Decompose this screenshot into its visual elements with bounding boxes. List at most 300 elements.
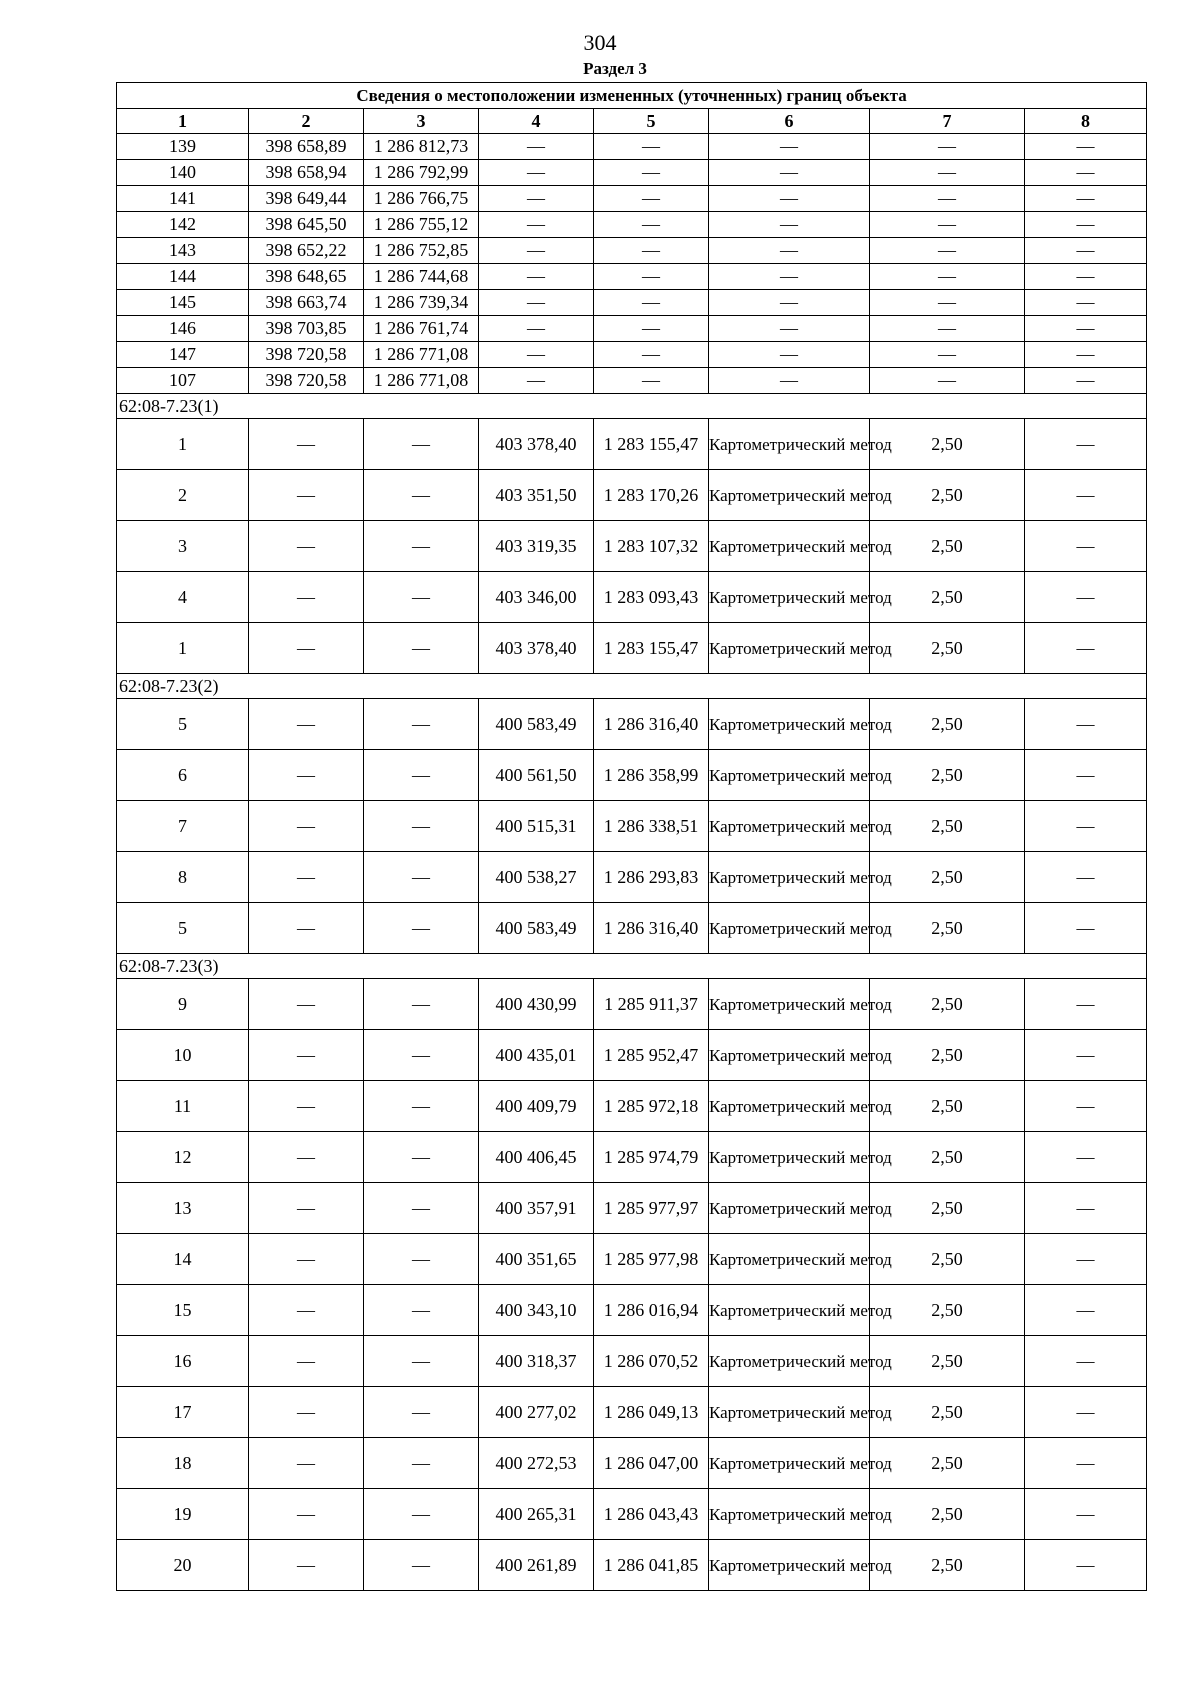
table-cell-col-2: —: [249, 1030, 364, 1081]
table-row: [117, 134, 1147, 160]
table-cell-col-5: —: [594, 134, 709, 160]
table-cell-col-4: 400 318,37: [479, 1336, 594, 1387]
table-cell-col-8: —: [1025, 1081, 1147, 1132]
table-cell-col-3: 1 286 739,34: [364, 290, 479, 316]
table-cell-col-5: 1 285 977,98: [594, 1234, 709, 1285]
table-cell-col-2: —: [249, 623, 364, 674]
table-row: [117, 623, 1147, 674]
table-cell-col-7: —: [870, 212, 1025, 238]
table-row: [117, 852, 1147, 903]
table-cell-col-1: 145: [117, 290, 249, 316]
table-cell-col-1: 19: [117, 1489, 249, 1540]
table-row: [117, 1183, 1147, 1234]
table-cell-col-5: —: [594, 238, 709, 264]
table-cell-col-7: 2,50: [870, 1285, 1025, 1336]
table-cell-col-4: 400 515,31: [479, 801, 594, 852]
table-cell-col-6: Картометрический метод: [709, 623, 870, 674]
table-cell-col-7: 2,50: [870, 979, 1025, 1030]
group-header-row: [117, 394, 1147, 419]
table-cell-col-6: Картометрический метод: [709, 699, 870, 750]
table-cell-col-1: 7: [117, 801, 249, 852]
table-cell-col-6: Картометрический метод: [709, 1489, 870, 1540]
table-cell-col-7: —: [870, 368, 1025, 394]
table-cell-col-3: —: [364, 1336, 479, 1387]
table-cell-col-4: 400 357,91: [479, 1183, 594, 1234]
table-cell-col-1: 142: [117, 212, 249, 238]
table-cell-col-5: —: [594, 290, 709, 316]
table-cell-col-6: —: [709, 316, 870, 342]
table-cell-col-6: Картометрический метод: [709, 521, 870, 572]
column-header-5: 5: [594, 109, 709, 134]
table-cell-col-6: Картометрический метод: [709, 1336, 870, 1387]
table-cell-col-5: 1 286 070,52: [594, 1336, 709, 1387]
table-cell-col-7: —: [870, 342, 1025, 368]
table-cell-col-8: —: [1025, 470, 1147, 521]
table-row: [117, 290, 1147, 316]
table-row: [117, 1387, 1147, 1438]
table-cell-col-8: —: [1025, 1336, 1147, 1387]
table-row: [117, 160, 1147, 186]
table-cell-col-4: 400 430,99: [479, 979, 594, 1030]
table-cell-col-5: 1 286 358,99: [594, 750, 709, 801]
table-cell-col-4: 403 378,40: [479, 419, 594, 470]
table-cell-col-1: 10: [117, 1030, 249, 1081]
table-cell-col-7: 2,50: [870, 1132, 1025, 1183]
table-cell-col-6: —: [709, 368, 870, 394]
table-cell-col-1: 11: [117, 1081, 249, 1132]
column-header-row: [117, 109, 1147, 134]
table-cell-col-8: —: [1025, 521, 1147, 572]
table-cell-col-1: 143: [117, 238, 249, 264]
table-cell-col-1: 17: [117, 1387, 249, 1438]
table-cell-col-6: —: [709, 160, 870, 186]
table-cell-col-7: 2,50: [870, 1183, 1025, 1234]
table-cell-col-4: 403 346,00: [479, 572, 594, 623]
table-cell-col-3: —: [364, 1234, 479, 1285]
table-row: [117, 750, 1147, 801]
table-cell-col-8: —: [1025, 1540, 1147, 1591]
table-cell-col-2: 398 649,44: [249, 186, 364, 212]
table-cell-col-2: 398 658,94: [249, 160, 364, 186]
table-cell-col-8: —: [1025, 1285, 1147, 1336]
table-cell-col-1: 144: [117, 264, 249, 290]
table-cell-col-2: —: [249, 1183, 364, 1234]
table-cell-col-2: 398 720,58: [249, 342, 364, 368]
table-cell-col-3: —: [364, 903, 479, 954]
table-cell-col-2: —: [249, 572, 364, 623]
table-cell-col-8: —: [1025, 699, 1147, 750]
table-cell-col-2: —: [249, 852, 364, 903]
table-cell-col-3: —: [364, 470, 479, 521]
table-row: [117, 1030, 1147, 1081]
table-row: [117, 572, 1147, 623]
table-cell-col-1: 6: [117, 750, 249, 801]
section-title: Раздел 3: [583, 59, 647, 78]
table-cell-col-4: —: [479, 134, 594, 160]
table-cell-col-3: —: [364, 1540, 479, 1591]
table-cell-col-3: —: [364, 1285, 479, 1336]
table-cell-col-2: —: [249, 1387, 364, 1438]
table-cell-col-8: —: [1025, 419, 1147, 470]
table-cell-col-1: 140: [117, 160, 249, 186]
table-cell-col-7: 2,50: [870, 419, 1025, 470]
table-cell-col-2: —: [249, 470, 364, 521]
table-cell-col-7: —: [870, 238, 1025, 264]
table-cell-col-7: 2,50: [870, 1336, 1025, 1387]
table-cell-col-4: 400 538,27: [479, 852, 594, 903]
table-cell-col-8: —: [1025, 342, 1147, 368]
table-row: [117, 342, 1147, 368]
table-cell-col-4: 400 265,31: [479, 1489, 594, 1540]
table-cell-col-2: 398 663,74: [249, 290, 364, 316]
table-cell-col-3: 1 286 744,68: [364, 264, 479, 290]
table-cell-col-8: —: [1025, 979, 1147, 1030]
table-cell-col-8: —: [1025, 238, 1147, 264]
column-header-8: 8: [1025, 109, 1147, 134]
table-cell-col-3: —: [364, 1387, 479, 1438]
table-cell-col-7: 2,50: [870, 1438, 1025, 1489]
table-cell-col-8: —: [1025, 1438, 1147, 1489]
table-row: [117, 419, 1147, 470]
table-cell-col-8: —: [1025, 1030, 1147, 1081]
table-cell-col-7: 2,50: [870, 903, 1025, 954]
table-cell-col-3: —: [364, 521, 479, 572]
table-cell-col-8: —: [1025, 212, 1147, 238]
column-header-6: 6: [709, 109, 870, 134]
table-cell-col-4: —: [479, 264, 594, 290]
table-cell-col-1: 1: [117, 419, 249, 470]
table-cell-col-3: 1 286 812,73: [364, 134, 479, 160]
table-cell-col-3: —: [364, 852, 479, 903]
table-cell-col-7: —: [870, 160, 1025, 186]
table-cell-col-7: 2,50: [870, 1081, 1025, 1132]
table-cell-col-6: —: [709, 264, 870, 290]
table-cell-col-7: 2,50: [870, 572, 1025, 623]
table-cell-col-6: Картометрический метод: [709, 852, 870, 903]
table-cell-col-6: Картометрический метод: [709, 1387, 870, 1438]
table-cell-col-5: 1 286 338,51: [594, 801, 709, 852]
table-cell-col-2: —: [249, 979, 364, 1030]
table-cell-col-5: 1 283 093,43: [594, 572, 709, 623]
table-cell-col-3: 1 286 752,85: [364, 238, 479, 264]
table-cell-col-4: 400 435,01: [479, 1030, 594, 1081]
table-caption-row: [117, 83, 1147, 109]
table-cell-col-8: —: [1025, 750, 1147, 801]
table-cell-col-5: 1 283 155,47: [594, 419, 709, 470]
table-cell-col-3: 1 286 792,99: [364, 160, 479, 186]
table-row: [117, 521, 1147, 572]
table-cell-col-2: —: [249, 801, 364, 852]
table-cell-col-2: —: [249, 1438, 364, 1489]
table-cell-col-5: —: [594, 264, 709, 290]
column-header-7: 7: [870, 109, 1025, 134]
table-cell-col-7: 2,50: [870, 1540, 1025, 1591]
table-cell-col-2: 398 658,89: [249, 134, 364, 160]
table-cell-col-1: 1: [117, 623, 249, 674]
table-cell-col-6: —: [709, 342, 870, 368]
table-cell-col-7: 2,50: [870, 852, 1025, 903]
table-row: [117, 1132, 1147, 1183]
table-cell-col-4: 400 583,49: [479, 699, 594, 750]
table-cell-col-8: —: [1025, 1132, 1147, 1183]
table-row: [117, 186, 1147, 212]
table-cell-col-2: —: [249, 1336, 364, 1387]
table-cell-col-5: 1 283 170,26: [594, 470, 709, 521]
table-cell-col-3: —: [364, 699, 479, 750]
table-cell-col-5: 1 286 041,85: [594, 1540, 709, 1591]
table-row: [117, 264, 1147, 290]
table-cell-col-5: —: [594, 160, 709, 186]
table-cell-col-6: Картометрический метод: [709, 1183, 870, 1234]
table-cell-col-2: 398 703,85: [249, 316, 364, 342]
table-cell-col-6: —: [709, 238, 870, 264]
table-cell-col-6: —: [709, 290, 870, 316]
table-cell-col-1: 3: [117, 521, 249, 572]
table-cell-col-6: —: [709, 212, 870, 238]
table-cell-col-5: —: [594, 212, 709, 238]
table-cell-col-4: 403 319,35: [479, 521, 594, 572]
table-cell-col-2: —: [249, 1234, 364, 1285]
table-cell-col-5: 1 286 043,43: [594, 1489, 709, 1540]
table-cell-col-7: —: [870, 316, 1025, 342]
table-cell-col-6: —: [709, 186, 870, 212]
table-cell-col-7: 2,50: [870, 1387, 1025, 1438]
table-cell-col-7: 2,50: [870, 801, 1025, 852]
table-cell-col-1: 2: [117, 470, 249, 521]
table-cell-col-7: 2,50: [870, 699, 1025, 750]
table-cell-col-7: 2,50: [870, 623, 1025, 674]
table-row: [117, 801, 1147, 852]
table-cell-col-5: 1 285 972,18: [594, 1081, 709, 1132]
table-cell-col-1: 18: [117, 1438, 249, 1489]
table-cell-col-6: Картометрический метод: [709, 979, 870, 1030]
table-row: [117, 212, 1147, 238]
table-cell-col-4: 400 343,10: [479, 1285, 594, 1336]
table-cell-col-1: 107: [117, 368, 249, 394]
table-cell-col-6: Картометрический метод: [709, 1234, 870, 1285]
table-cell-col-2: —: [249, 419, 364, 470]
table-cell-col-5: 1 285 977,97: [594, 1183, 709, 1234]
table-cell-col-5: 1 286 047,00: [594, 1438, 709, 1489]
table-cell-col-4: 400 561,50: [479, 750, 594, 801]
table-cell-col-4: —: [479, 368, 594, 394]
table-cell-col-6: Картометрический метод: [709, 750, 870, 801]
table-cell-col-4: 403 378,40: [479, 623, 594, 674]
table-cell-col-6: Картометрический метод: [709, 1438, 870, 1489]
table-cell-col-3: 1 286 771,08: [364, 368, 479, 394]
table-cell-col-3: —: [364, 750, 479, 801]
table-cell-col-1: 141: [117, 186, 249, 212]
table-cell-col-3: 1 286 755,12: [364, 212, 479, 238]
table-row: [117, 1489, 1147, 1540]
table-cell-col-7: 2,50: [870, 521, 1025, 572]
table-cell-col-8: —: [1025, 316, 1147, 342]
table-cell-col-4: 403 351,50: [479, 470, 594, 521]
table-cell-col-6: Картометрический метод: [709, 801, 870, 852]
table-cell-col-6: Картометрический метод: [709, 1081, 870, 1132]
table-cell-col-5: 1 285 911,37: [594, 979, 709, 1030]
column-header-4: 4: [479, 109, 594, 134]
table-cell-col-5: 1 286 316,40: [594, 699, 709, 750]
table-row: [117, 1540, 1147, 1591]
table-cell-col-6: Картометрический метод: [709, 1030, 870, 1081]
table-row: [117, 470, 1147, 521]
table-cell-col-8: —: [1025, 1387, 1147, 1438]
table-cell-col-2: 398 652,22: [249, 238, 364, 264]
column-header-1: 1: [117, 109, 249, 134]
table-cell-col-8: —: [1025, 134, 1147, 160]
table-cell-col-4: —: [479, 212, 594, 238]
table-cell-col-1: 9: [117, 979, 249, 1030]
table-row: [117, 1336, 1147, 1387]
table-cell-col-6: Картометрический метод: [709, 1540, 870, 1591]
table-cell-col-1: 14: [117, 1234, 249, 1285]
table-cell-col-3: —: [364, 1132, 479, 1183]
group-label: 62:08-7.23(1): [117, 394, 1147, 419]
table-cell-col-3: —: [364, 979, 479, 1030]
table-cell-col-2: 398 648,65: [249, 264, 364, 290]
table-cell-col-6: Картометрический метод: [709, 1132, 870, 1183]
column-header-3: 3: [364, 109, 479, 134]
table-cell-col-5: 1 285 974,79: [594, 1132, 709, 1183]
table-row: [117, 699, 1147, 750]
table-cell-col-3: 1 286 771,08: [364, 342, 479, 368]
table-cell-col-8: —: [1025, 160, 1147, 186]
table-cell-col-4: 400 277,02: [479, 1387, 594, 1438]
table-cell-col-8: —: [1025, 1489, 1147, 1540]
table-cell-col-7: 2,50: [870, 1234, 1025, 1285]
table-caption: Сведения о местоположении измененных (уточненных) границ объекта: [117, 83, 1147, 109]
table-cell-col-1: 20: [117, 1540, 249, 1591]
table-cell-col-5: 1 286 293,83: [594, 852, 709, 903]
table-row: [117, 1081, 1147, 1132]
table-row: [117, 1438, 1147, 1489]
table-cell-col-8: —: [1025, 903, 1147, 954]
table-cell-col-1: 5: [117, 699, 249, 750]
table-row: [117, 979, 1147, 1030]
table-cell-col-7: —: [870, 186, 1025, 212]
table-cell-col-3: 1 286 766,75: [364, 186, 479, 212]
table-cell-col-4: —: [479, 316, 594, 342]
table-cell-col-8: —: [1025, 623, 1147, 674]
table-cell-col-5: —: [594, 316, 709, 342]
table-cell-col-8: —: [1025, 852, 1147, 903]
table-cell-col-4: 400 406,45: [479, 1132, 594, 1183]
table-cell-col-2: 398 645,50: [249, 212, 364, 238]
table-cell-col-6: Картометрический метод: [709, 419, 870, 470]
table-cell-col-1: 147: [117, 342, 249, 368]
table-cell-col-3: —: [364, 1081, 479, 1132]
table-cell-col-8: —: [1025, 186, 1147, 212]
table-cell-col-8: —: [1025, 572, 1147, 623]
table-cell-col-7: 2,50: [870, 1489, 1025, 1540]
table-cell-col-2: —: [249, 521, 364, 572]
table-cell-col-6: —: [709, 134, 870, 160]
table-cell-col-3: —: [364, 801, 479, 852]
table-row: [117, 316, 1147, 342]
table-row: [117, 1285, 1147, 1336]
table-cell-col-4: 400 409,79: [479, 1081, 594, 1132]
table-cell-col-6: Картометрический метод: [709, 903, 870, 954]
table-cell-col-7: —: [870, 134, 1025, 160]
table-cell-col-5: 1 286 316,40: [594, 903, 709, 954]
table-cell-col-5: 1 286 016,94: [594, 1285, 709, 1336]
table-cell-col-5: 1 285 952,47: [594, 1030, 709, 1081]
table-cell-col-8: —: [1025, 801, 1147, 852]
table-cell-col-8: —: [1025, 264, 1147, 290]
table-cell-col-3: —: [364, 1183, 479, 1234]
table-cell-col-6: Картометрический метод: [709, 572, 870, 623]
column-header-2: 2: [249, 109, 364, 134]
table-cell-col-1: 15: [117, 1285, 249, 1336]
table-cell-col-1: 12: [117, 1132, 249, 1183]
table-cell-col-5: 1 286 049,13: [594, 1387, 709, 1438]
table-cell-col-7: —: [870, 264, 1025, 290]
table-cell-col-5: —: [594, 342, 709, 368]
table-cell-col-2: —: [249, 1081, 364, 1132]
table-cell-col-8: —: [1025, 1234, 1147, 1285]
group-header-row: [117, 674, 1147, 699]
table-cell-col-2: —: [249, 1540, 364, 1591]
group-label: 62:08-7.23(3): [117, 954, 1147, 979]
group-label: 62:08-7.23(2): [117, 674, 1147, 699]
table-cell-col-2: —: [249, 1489, 364, 1540]
table-cell-col-3: —: [364, 1030, 479, 1081]
table-cell-col-8: —: [1025, 1183, 1147, 1234]
table-cell-col-1: 16: [117, 1336, 249, 1387]
page-number: 304: [583, 30, 617, 55]
table-cell-col-8: —: [1025, 368, 1147, 394]
table-cell-col-2: —: [249, 750, 364, 801]
table-cell-col-1: 13: [117, 1183, 249, 1234]
table-cell-col-5: 1 283 155,47: [594, 623, 709, 674]
table-row: [117, 1234, 1147, 1285]
table-cell-col-1: 4: [117, 572, 249, 623]
table-body: [117, 134, 1147, 1591]
table-cell-col-2: —: [249, 903, 364, 954]
table-cell-col-6: Картометрический метод: [709, 1285, 870, 1336]
group-header-row: [117, 954, 1147, 979]
table-cell-col-4: 400 351,65: [479, 1234, 594, 1285]
table-cell-col-3: —: [364, 419, 479, 470]
table-cell-col-4: 400 261,89: [479, 1540, 594, 1591]
table-cell-col-4: —: [479, 160, 594, 186]
boundary-coordinates-table: [116, 82, 1147, 1591]
table-cell-col-5: —: [594, 186, 709, 212]
table-cell-col-7: 2,50: [870, 1030, 1025, 1081]
table-row: [117, 368, 1147, 394]
table-cell-col-2: —: [249, 699, 364, 750]
table-row: [117, 238, 1147, 264]
table-cell-col-2: —: [249, 1285, 364, 1336]
table-cell-col-2: —: [249, 1132, 364, 1183]
table-cell-col-7: 2,50: [870, 750, 1025, 801]
table-cell-col-1: 5: [117, 903, 249, 954]
table-cell-col-6: Картометрический метод: [709, 470, 870, 521]
table-cell-col-1: 8: [117, 852, 249, 903]
table-cell-col-4: —: [479, 342, 594, 368]
table-cell-col-3: —: [364, 572, 479, 623]
table-cell-col-4: —: [479, 186, 594, 212]
table-cell-col-7: 2,50: [870, 470, 1025, 521]
table-cell-col-4: —: [479, 290, 594, 316]
table-cell-col-2: 398 720,58: [249, 368, 364, 394]
table-cell-col-4: 400 583,49: [479, 903, 594, 954]
table-cell-col-1: 146: [117, 316, 249, 342]
table-cell-col-7: —: [870, 290, 1025, 316]
table-row: [117, 903, 1147, 954]
table-cell-col-3: —: [364, 1489, 479, 1540]
